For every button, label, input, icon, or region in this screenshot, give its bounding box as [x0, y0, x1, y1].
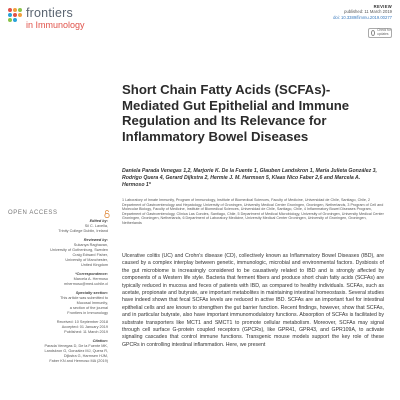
article-sidebar — [8, 210, 108, 368]
check-updates-label: Check for updates — [377, 28, 391, 36]
sidebar-block-heading: *Correspondence: — [75, 272, 108, 276]
open-access-lock-icon — [104, 210, 110, 218]
sidebar-block — [8, 219, 108, 234]
sidebar-block-line: a section of the journal — [69, 306, 108, 310]
sidebar-block — [8, 291, 108, 316]
sidebar-block-line: Faber KN and Hermoso MA (2019) — [49, 359, 108, 363]
sidebar-block-line: Sil C. Lavella, — [84, 224, 108, 228]
sidebar-block-heading: Specialty section: — [75, 291, 108, 295]
sidebar-block-line: University of Manchester, — [65, 258, 108, 262]
sidebar-block-line: Accepted: 01 January 2019 — [61, 325, 108, 329]
sidebar-block-line[interactable]: mhermoso@med.uchile.cl — [64, 282, 108, 286]
sidebar-block — [8, 339, 108, 364]
sidebar-block-line: University of Gothenburg, Sweden — [50, 248, 108, 252]
frontiers-logo-icon — [8, 8, 22, 22]
author-list: Daniela Parada Venegas 1,2, Marjorie K. De la Fuente 1, Glauben Landskron 1, María Julieta González 3, Rodrigo Quera 4, Gerard Dijkstra 2, Hermie J. M. Harmsen 5, Klaas Nico Faber 2,6 and Marcela A. Hermoso 1* — [122, 168, 377, 188]
check-updates-button[interactable] — [368, 28, 392, 38]
sidebar-block-line: Sukanya Raghavan, — [73, 243, 108, 247]
affiliations: 1 Laboratory of Innate Immunity, Program of Immunology, Institute of Biomedical Sciences, Faculty of Medicine, Universidad de Chile, Santiago, Chile, 2 Department of Gastroenterology and Hepatology, University of Groningen, University Medical Center Groningen, Groningen, Netherlands, 3 Program of Cell and Molecular Biology, Faculty of Medicine, Institute of Biomedical Sciences, Universidad de Chile, Santiago, Chile, 4 Inflammatory Bowel Diseases Program, Department of Gastroenterology, Clínica Las Condes, Santiago, Chile, 5 Department of Medical Microbiology, University of Groningen, University Medical Center Groningen, Groningen, Netherlands, 6 Department of Laboratory Medicine, University Medical Center Groningen, University of Groningen, Groningen, Netherlands — [122, 198, 384, 225]
sidebar-block-line: Trinity College Dublin, Ireland — [58, 229, 108, 233]
sidebar-block-line: Mucosal Immunity, — [76, 301, 108, 305]
journal-logo — [8, 6, 118, 32]
check-circle-icon — [371, 30, 375, 36]
sidebar-block-line: Marcela A. Hermoso — [73, 277, 108, 281]
doi-link[interactable]: doi: 10.3389/fimmu.2019.00277 — [333, 14, 392, 20]
sidebar-block-line: Landskron G, González MJ, Quera R, — [44, 349, 108, 353]
sidebar-block-line: This article was submitted to — [60, 296, 108, 300]
open-access-label: OPEN ACCESS — [8, 210, 58, 216]
sidebar-block-heading: Reviewed by: — [83, 238, 108, 242]
sidebar-block-line: United Kingdom — [80, 263, 108, 267]
sidebar-block-line: Craig Edward Fisher, — [72, 253, 108, 257]
journal-name: in Immunology — [26, 20, 85, 30]
sidebar-block-heading: Citation: — [92, 339, 108, 343]
sidebar-block-line: Published: 11 March 2019 — [64, 330, 108, 334]
sidebar-blocks — [8, 219, 108, 364]
published-date: published: 11 March 2019 — [344, 9, 392, 15]
abstract-text: Ulcerative colitis (UC) and Crohn's disease (CD), collectively known as Inflammatory Bowel Diseases (IBD), are caused by a complex interplay between genetic, immunologic, microbial and environmental factors. Dysbiosis of the gut microbiome is increasingly considered to be causatively related to IBD and is strongly affected by components of a Western life style. Bacteria that ferment fibers and produce short chain fatty acids (SCFAs) are typically reduced in mucosa and feces of patients with IBD, as compared to healthy individuals. SCFAs, such as acetate, propionate and butyrate, are important metabolites in maintaining intestinal homeostasis. Several studies have indeed shown that fecal SCFAs levels are reduced in active IBD. SCFAs are an important fuel for intestinal epithelial cells and are known to strengthen the gut barrier function. Recent findings, however, show that SCFAs, and in particular butyrate, also have important immunomodulatory functions. Absorption of SCFAs is facilitated by substrate transporters like MCT1 and SMCT1 to promote cellular metabolism. Moreover, SCFAs may signal through cell surface G-protein coupled receptors (GPCRs), like GPR41, GPR43, and GPR109A, to activate signaling cascades that control immune functions. Transgenic mouse models support the key role of these GPCRs in controlling intestinal inflammation. Here, we present — [122, 253, 384, 348]
article-type: REVIEW — [373, 4, 392, 9]
sidebar-block-line: Dijkstra G, Harmsen HJM, — [63, 354, 108, 358]
sidebar-block-line: Parada Venegas D, De la Fuente MK, — [44, 344, 108, 348]
sidebar-block-heading: Edited by: — [89, 219, 108, 223]
sidebar-block — [8, 238, 108, 268]
sidebar-block-line: Received: 10 September 2018 — [56, 320, 108, 324]
sidebar-block — [8, 320, 108, 335]
brand-name: frontiers — [26, 6, 73, 20]
sidebar-block-line: Frontiers in Immunology — [67, 311, 108, 315]
sidebar-block — [8, 272, 108, 287]
article-title: Short Chain Fatty Acids (SCFAs)-Mediated Gut Epithelial and Immune Regulation and Its Relevance for Inflammatory Bowel Diseases — [122, 82, 350, 144]
article-meta — [333, 4, 392, 20]
